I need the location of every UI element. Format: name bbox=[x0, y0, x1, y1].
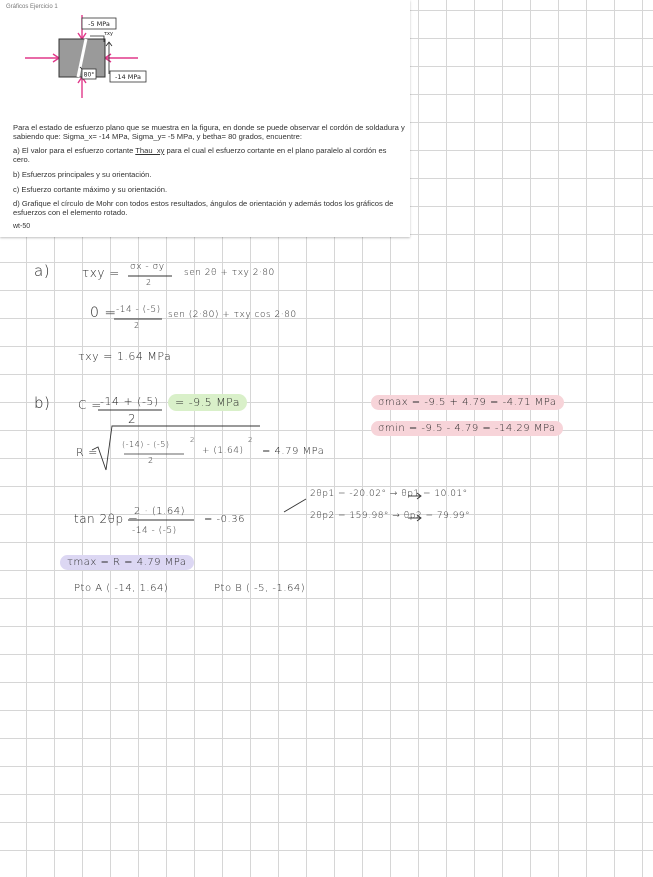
sigma-y-label: -5 MPa bbox=[88, 20, 110, 28]
problem-statement: Para el estado de esfuerzo plano que se muestra en la figura, en donde se puede observar el cordón de soldadura y sabiendo que: Sigma_x= -14 MPa, Sigma_y= -5 MPa, y betha= 80 grados, encuentre: bbox=[13, 123, 405, 141]
tan-lhs: tan 2θp = bbox=[74, 512, 139, 526]
c-num: -14 + (-5) bbox=[100, 395, 159, 408]
r-inner-num: (-14) - (-5) bbox=[122, 440, 170, 449]
a-formula-den: 2 bbox=[146, 278, 152, 287]
sigma-x-label: -14 MPa bbox=[115, 73, 141, 81]
a-formula-lhs: τxy = bbox=[82, 266, 120, 280]
point-a: Pto A ( -14, 1.64) bbox=[74, 583, 169, 594]
r-lhs: R = bbox=[76, 446, 98, 459]
item-a-pre: a) El valor para el esfuerzo cortante bbox=[13, 146, 136, 155]
tau-label: τxy bbox=[104, 31, 113, 37]
item-b: b) Esfuerzos principales y su orientación. bbox=[13, 170, 152, 179]
r-square-2: 2 bbox=[248, 436, 253, 444]
a-sub-num: -14 - (-5) bbox=[116, 305, 161, 315]
tan-num: 2 · (1.64) bbox=[134, 506, 185, 517]
a-formula-num: σx - σy bbox=[130, 262, 165, 272]
a-sub-rest: sen (2·80) + τxy cos 2·80 bbox=[168, 310, 297, 320]
a-formula-rest: sen 2θ + τxy 2·80 bbox=[184, 268, 275, 278]
r-square-1: 2 bbox=[190, 436, 195, 444]
a-result: τxy = 1.64 MPa bbox=[78, 350, 172, 363]
theta-p2: 2θp2 = 159.98° → θp2 = 79.99° bbox=[310, 511, 471, 521]
c-den: 2 bbox=[128, 412, 137, 426]
part-a-label: a) bbox=[34, 262, 51, 280]
r-inner-den: 2 bbox=[148, 456, 154, 465]
figure-caption: Gráficos Ejercicio 1 bbox=[6, 4, 58, 10]
sigma-max-highlight: σmax = -9.5 + 4.79 = -4.71 MPa bbox=[371, 395, 564, 410]
item-c: c) Esfuerzo cortante máximo y su orientación. bbox=[13, 185, 168, 194]
tau-max-highlight: τmax = R = 4.79 MPa bbox=[60, 555, 194, 570]
item-a-post: para el cual el esfuerzo cortante en el plano paralelo al cordón es cero. bbox=[13, 146, 387, 164]
a-sub-den: 2 bbox=[134, 321, 140, 330]
item-d: d) Grafique el círculo de Mohr con todos estos resultados, ángulos de orientación y además todos los gráficos de esfuerzos con el elemento rotado. bbox=[13, 199, 394, 217]
sigma-min-highlight: σmin = -9.5 - 4.79 = -14.29 MPa bbox=[371, 421, 563, 436]
tan-den: -14 - (-5) bbox=[132, 526, 177, 536]
item-a-link: Thau_xy bbox=[135, 146, 165, 155]
theta-p1: 2θp1 = -20.02° → θp1 = 10.01° bbox=[310, 489, 468, 499]
tan-result: = -0.36 bbox=[204, 514, 245, 525]
c-result-highlight: = -9.5 MPa bbox=[168, 394, 247, 411]
c-lhs: C = bbox=[78, 398, 102, 412]
r-plus: + (1.64) bbox=[202, 446, 244, 456]
point-b: Pto B ( -5, -1.64) bbox=[214, 583, 306, 594]
problem-footer: wt-50 bbox=[13, 223, 31, 230]
angle-label: 80° bbox=[83, 71, 95, 79]
r-result: = 4.79 MPa bbox=[262, 446, 325, 457]
a-zero: 0 = bbox=[90, 305, 117, 321]
part-b-label: b) bbox=[34, 394, 51, 412]
